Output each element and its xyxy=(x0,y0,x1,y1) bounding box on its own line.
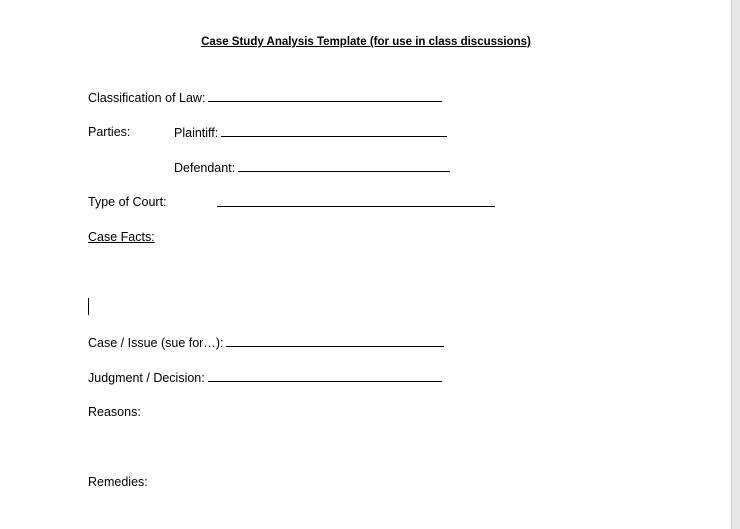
classification-blank[interactable] xyxy=(208,89,442,102)
judgment-label: Judgment / Decision: xyxy=(88,371,205,385)
plaintiff-row xyxy=(174,124,447,141)
defendant-row xyxy=(174,159,450,176)
classification-of-law-row xyxy=(88,89,442,106)
plaintiff-blank[interactable] xyxy=(221,124,447,137)
document-title: Case Study Analysis Template (for use in class discussions) xyxy=(201,36,531,48)
plaintiff-label: Plaintiff: xyxy=(174,126,219,140)
reasons-label: Reasons: xyxy=(88,405,141,419)
type-of-court-label: Type of Court: xyxy=(88,195,167,209)
defendant-blank[interactable] xyxy=(238,159,450,172)
type-of-court-row xyxy=(217,194,495,211)
case-issue-label: Case / Issue (sue for…): xyxy=(88,336,224,350)
text-cursor xyxy=(88,298,89,315)
classification-label: Classification of Law: xyxy=(88,91,206,105)
remedies-label: Remedies: xyxy=(88,475,148,489)
type-of-court-blank[interactable] xyxy=(217,194,495,207)
judgment-blank[interactable] xyxy=(208,369,442,382)
defendant-label: Defendant: xyxy=(174,161,236,175)
case-issue-row xyxy=(88,334,444,351)
case-issue-blank[interactable] xyxy=(226,334,444,347)
judgment-row xyxy=(88,369,442,386)
parties-label: Parties: xyxy=(88,125,131,139)
case-facts-heading: Case Facts: xyxy=(88,230,155,244)
